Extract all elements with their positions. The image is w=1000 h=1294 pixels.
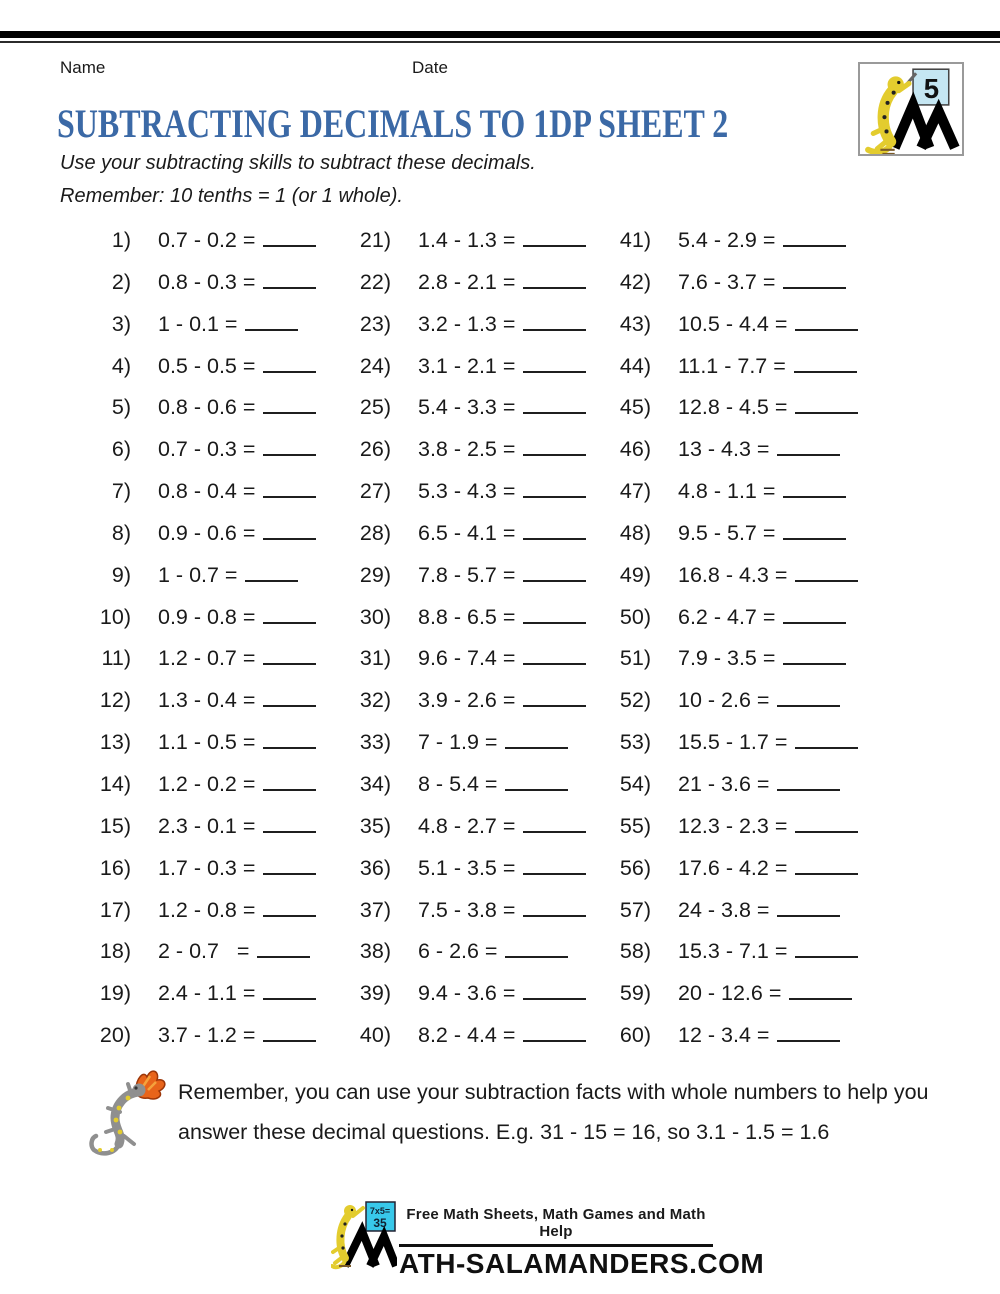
problem-number: 48): [619, 520, 651, 545]
problem-number: 5): [111, 395, 131, 420]
problem-expression: 3.2 - 1.3 =: [418, 311, 516, 336]
problem-item: [95, 395, 355, 437]
problem-number: 22): [359, 269, 391, 294]
problem-number: 13): [99, 730, 131, 755]
answer-blank: [245, 313, 298, 331]
problem-item: [355, 688, 615, 730]
problem-expression: 1.3 - 0.4 =: [158, 688, 256, 713]
salamander-badge: [858, 62, 964, 156]
problem-item: [355, 437, 615, 479]
problem-expression: 5.4 - 2.9 =: [678, 228, 776, 252]
problem-item: [355, 1023, 615, 1065]
problem-expression: 3.7 - 1.2 =: [158, 1023, 256, 1048]
answer-blank: [795, 564, 858, 582]
answer-blank: [523, 647, 586, 665]
problem-expression: 0.5 - 0.5 =: [158, 353, 256, 378]
problem-item: [615, 646, 865, 688]
problem-expression: 20 - 12.6 =: [678, 981, 782, 1006]
top-rule-thick: [0, 31, 1000, 38]
answer-blank: [523, 857, 586, 875]
answer-blank: [523, 815, 586, 833]
problem-expression: 4.8 - 2.7 =: [418, 813, 516, 838]
answer-blank: [777, 773, 840, 791]
answer-blank: [523, 1024, 586, 1042]
answer-blank: [523, 313, 586, 331]
problem-number: 25): [359, 395, 391, 420]
answer-blank: [263, 731, 316, 749]
problem-number: 52): [619, 688, 651, 713]
answer-blank: [263, 438, 316, 456]
problem-item: [615, 730, 865, 772]
problem-expression: 17.6 - 4.2 =: [678, 855, 788, 880]
problem-item: [615, 772, 865, 814]
answer-blank: [783, 606, 846, 624]
problem-item: [95, 437, 355, 479]
problem-expression: 1.2 - 0.2 =: [158, 771, 256, 796]
problem-expression: 6.2 - 4.7 =: [678, 604, 776, 629]
board-text-line1: 7x5=: [369, 1206, 391, 1216]
problem-expression: 3.8 - 2.5 =: [418, 437, 516, 462]
problem-expression: 10 - 2.6 =: [678, 688, 770, 713]
problem-item: [95, 981, 355, 1023]
footer-tagline: Free Math Sheets, Math Games and Math Help: [406, 1206, 706, 1240]
problem-item: [355, 563, 615, 605]
problem-item: [615, 939, 865, 981]
problem-number: 56): [619, 855, 651, 880]
problem-item: [95, 605, 355, 647]
problem-number: 39): [359, 981, 391, 1006]
problem-expression: 9.6 - 7.4 =: [418, 646, 516, 671]
problem-number: 29): [359, 562, 391, 587]
problem-expression: 7.9 - 3.5 =: [678, 646, 776, 671]
instruction-line-2: Remember: 10 tenths = 1 (or 1 whole).: [60, 185, 403, 207]
problem-number: 45): [619, 395, 651, 420]
problem-number: 9): [111, 562, 131, 587]
problem-number: 11): [101, 646, 131, 671]
problem-item: [95, 939, 355, 981]
problem-expression: 2 - 0.7 =: [158, 939, 250, 964]
answer-blank: [263, 355, 316, 373]
answer-blank: [783, 647, 846, 665]
footer-salamander-icon: [331, 1200, 397, 1270]
problem-number: 46): [619, 437, 651, 462]
problem-expression: 24 - 3.8 =: [678, 897, 770, 922]
problem-expression: 6 - 2.6 =: [418, 939, 498, 964]
problem-number: 54): [619, 771, 651, 796]
problem-item: [355, 312, 615, 354]
answer-blank: [795, 857, 858, 875]
problem-expression: 1.2 - 0.8 =: [158, 897, 256, 922]
note-line-1: Remember, you can use your subtraction facts with whole numbers to help you: [178, 1080, 929, 1104]
footer-brand: ATH-SALAMANDERS.COM: [399, 1248, 765, 1279]
problem-number: 44): [619, 353, 651, 378]
problem-expression: 12.8 - 4.5 =: [678, 395, 788, 420]
problem-item: [95, 521, 355, 563]
problem-number: 37): [359, 897, 391, 922]
answer-blank: [783, 229, 846, 247]
problem-expression: 21 - 3.6 =: [678, 771, 770, 796]
problem-number: 15): [99, 813, 131, 838]
answer-blank: [523, 982, 586, 1000]
problem-item: [355, 939, 615, 981]
problem-item: [95, 646, 355, 688]
problem-expression: 15.5 - 1.7 =: [678, 730, 788, 755]
answer-blank: [777, 689, 840, 707]
problem-number: 36): [359, 855, 391, 880]
answer-blank: [523, 480, 586, 498]
problem-expression: 1.2 - 0.7 =: [158, 646, 256, 671]
problem-expression: 2.8 - 2.1 =: [418, 269, 516, 294]
problem-expression: 12.3 - 2.3 =: [678, 813, 788, 838]
problem-item: [95, 730, 355, 772]
answer-blank: [263, 689, 316, 707]
answer-blank: [794, 355, 857, 373]
problem-item: [355, 479, 615, 521]
answer-blank: [523, 355, 586, 373]
answer-blank: [523, 396, 586, 414]
problem-item: [615, 395, 865, 437]
problem-item: [355, 521, 615, 563]
problem-number: 14): [99, 771, 131, 796]
problem-item: [95, 1023, 355, 1065]
problem-item: [615, 270, 865, 312]
problem-item: [615, 688, 865, 730]
problem-number: 28): [359, 520, 391, 545]
answer-blank: [263, 396, 316, 414]
instruction-line-1: Use your subtracting skills to subtract these decimals.: [60, 152, 536, 174]
date-label: Date: [412, 58, 448, 77]
problem-number: 4): [111, 353, 131, 378]
answer-blank: [523, 271, 586, 289]
problem-item: [95, 688, 355, 730]
answer-blank: [263, 1024, 316, 1042]
problem-item: [355, 270, 615, 312]
problem-number: 16): [99, 855, 131, 880]
problem-expression: 15.3 - 7.1 =: [678, 939, 788, 964]
problem-number: 33): [359, 730, 391, 755]
problem-number: 47): [619, 479, 651, 504]
answer-blank: [263, 857, 316, 875]
top-rule-thin: [0, 41, 1000, 43]
answer-blank: [523, 522, 586, 540]
problem-number: 34): [359, 771, 391, 796]
answer-blank: [783, 522, 846, 540]
problem-number: 6): [111, 437, 131, 462]
problem-expression: 4.8 - 1.1 =: [678, 479, 776, 504]
footer-logo: [331, 1198, 765, 1280]
problem-item: [355, 354, 615, 396]
answer-blank: [505, 773, 568, 791]
problem-number: 41): [619, 228, 651, 252]
answer-blank: [523, 899, 586, 917]
problem-number: 53): [619, 730, 651, 755]
problem-expression: 2.3 - 0.1 =: [158, 813, 256, 838]
problem-item: [95, 479, 355, 521]
answer-blank: [789, 982, 852, 1000]
problem-number: 27): [359, 479, 391, 504]
problem-expression: 1 - 0.1 =: [158, 311, 238, 336]
problem-number: 35): [359, 813, 391, 838]
problem-number: 17): [99, 897, 131, 922]
problem-item: [355, 856, 615, 898]
problem-item: [615, 605, 865, 647]
answer-blank: [263, 271, 316, 289]
answer-blank: [263, 773, 316, 791]
note-text: [178, 1072, 958, 1152]
answer-blank: [523, 229, 586, 247]
problem-number: 55): [619, 813, 651, 838]
problem-expression: 3.1 - 2.1 =: [418, 353, 516, 378]
problem-number: 19): [99, 981, 131, 1006]
problem-number: 2): [111, 269, 131, 294]
problem-number: 49): [619, 562, 651, 587]
problem-expression: 0.9 - 0.6 =: [158, 520, 256, 545]
answer-blank: [245, 564, 298, 582]
problem-number: 10): [99, 604, 131, 629]
answer-blank: [777, 1024, 840, 1042]
problem-item: [355, 898, 615, 940]
footer-text: [399, 1198, 765, 1280]
problem-item: [355, 395, 615, 437]
answer-blank: [263, 229, 316, 247]
problem-item: [615, 228, 865, 270]
problem-expression: 1.1 - 0.5 =: [158, 730, 256, 755]
salamander-note-icon: [84, 1066, 168, 1162]
problem-item: [615, 563, 865, 605]
problem-expression: 9.4 - 3.6 =: [418, 981, 516, 1006]
answer-blank: [795, 940, 858, 958]
problem-item: [615, 981, 865, 1023]
problem-item: [355, 730, 615, 772]
problem-expression: 1 - 0.7 =: [158, 562, 238, 587]
page-title: SUBTRACTING DECIMALS TO 1DP SHEET 2: [57, 101, 729, 146]
problem-number: 50): [619, 604, 651, 629]
problem-expression: 12 - 3.4 =: [678, 1023, 770, 1048]
answer-blank: [505, 731, 568, 749]
answer-blank: [795, 731, 858, 749]
problem-item: [355, 981, 615, 1023]
footer-divider: [399, 1244, 713, 1247]
problems-grid: [95, 228, 865, 1065]
problem-number: 57): [619, 897, 651, 922]
problem-number: 1): [111, 228, 131, 252]
problem-expression: 16.8 - 4.3 =: [678, 562, 788, 587]
problem-expression: 0.7 - 0.3 =: [158, 437, 256, 462]
problem-item: [95, 772, 355, 814]
problem-number: 8): [111, 520, 131, 545]
problem-expression: 0.8 - 0.3 =: [158, 269, 256, 294]
note-line-2: answer these decimal questions. E.g. 31 - 15 = 16, so 3.1 - 1.5 = 1.6: [178, 1120, 830, 1144]
problem-expression: 0.9 - 0.8 =: [158, 604, 256, 629]
problem-item: [355, 772, 615, 814]
answer-blank: [263, 522, 316, 540]
problem-number: 51): [619, 646, 651, 671]
name-label: Name: [60, 58, 106, 77]
answer-blank: [505, 940, 568, 958]
problem-item: [615, 354, 865, 396]
answer-blank: [783, 271, 846, 289]
problem-item: [615, 521, 865, 563]
problem-number: 3): [111, 311, 131, 336]
problem-number: 20): [99, 1023, 131, 1048]
problem-item: [95, 354, 355, 396]
problem-expression: 8 - 5.4 =: [418, 771, 498, 796]
problem-number: 24): [359, 353, 391, 378]
problem-item: [615, 437, 865, 479]
problem-expression: 8.2 - 4.4 =: [418, 1023, 516, 1048]
problem-number: 31): [359, 646, 391, 671]
problem-number: 32): [359, 688, 391, 713]
answer-blank: [523, 689, 586, 707]
problem-item: [355, 646, 615, 688]
problem-item: [95, 270, 355, 312]
problem-number: 59): [619, 981, 651, 1006]
answer-blank: [523, 606, 586, 624]
problem-number: 7): [111, 479, 131, 504]
answer-blank: [795, 396, 858, 414]
problem-number: 26): [359, 437, 391, 462]
problem-number: 21): [359, 228, 391, 252]
problem-number: 42): [619, 269, 651, 294]
problem-expression: 1.4 - 1.3 =: [418, 228, 516, 252]
problem-number: 23): [359, 311, 391, 336]
problem-number: 40): [359, 1023, 391, 1048]
problem-expression: 6.5 - 4.1 =: [418, 520, 516, 545]
answer-blank: [263, 480, 316, 498]
problem-expression: 10.5 - 4.4 =: [678, 311, 788, 336]
answer-blank: [263, 815, 316, 833]
problem-expression: 9.5 - 5.7 =: [678, 520, 776, 545]
problem-item: [615, 856, 865, 898]
answer-blank: [523, 438, 586, 456]
problem-expression: 2.4 - 1.1 =: [158, 981, 256, 1006]
answer-blank: [257, 940, 310, 958]
problem-item: [95, 312, 355, 354]
problem-item: [615, 898, 865, 940]
problem-item: [95, 856, 355, 898]
problem-number: 43): [619, 311, 651, 336]
problem-expression: 0.7 - 0.2 =: [158, 228, 256, 252]
answer-blank: [263, 606, 316, 624]
problem-item: [355, 605, 615, 647]
problem-expression: 0.8 - 0.4 =: [158, 479, 256, 504]
problem-expression: 13 - 4.3 =: [678, 437, 770, 462]
problem-expression: 5.4 - 3.3 =: [418, 395, 516, 420]
answer-blank: [795, 815, 858, 833]
badge-number: 5: [923, 72, 940, 104]
answer-blank: [263, 982, 316, 1000]
problem-expression: 1.7 - 0.3 =: [158, 855, 256, 880]
answer-blank: [783, 480, 846, 498]
problem-expression: 5.1 - 3.5 =: [418, 855, 516, 880]
problem-number: 38): [359, 939, 391, 964]
answer-blank: [523, 564, 586, 582]
problem-expression: 11.1 - 7.7 =: [678, 353, 786, 378]
problem-item: [615, 312, 865, 354]
problem-number: 60): [619, 1023, 651, 1048]
answer-blank: [795, 313, 858, 331]
problem-expression: 7.6 - 3.7 =: [678, 269, 776, 294]
problem-number: 18): [99, 939, 131, 964]
problem-item: [355, 814, 615, 856]
problem-item: [355, 228, 615, 270]
board-text-line2: 35: [373, 1216, 387, 1230]
problem-expression: 7.5 - 3.8 =: [418, 897, 516, 922]
answer-blank: [777, 438, 840, 456]
problem-expression: 5.3 - 4.3 =: [418, 479, 516, 504]
answer-blank: [777, 899, 840, 917]
problem-item: [95, 814, 355, 856]
problem-number: 58): [619, 939, 651, 964]
problem-item: [95, 228, 355, 270]
answer-blank: [263, 899, 316, 917]
problem-item: [95, 898, 355, 940]
problem-item: [95, 563, 355, 605]
problem-item: [615, 1023, 865, 1065]
problem-item: [615, 479, 865, 521]
problem-expression: 7 - 1.9 =: [418, 730, 498, 755]
problem-expression: 3.9 - 2.6 =: [418, 688, 516, 713]
problem-expression: 7.8 - 5.7 =: [418, 562, 516, 587]
problem-number: 12): [99, 688, 131, 713]
salamander-badge-icon: [860, 64, 962, 154]
problem-item: [615, 814, 865, 856]
answer-blank: [263, 647, 316, 665]
problem-expression: 0.8 - 0.6 =: [158, 395, 256, 420]
problem-number: 30): [359, 604, 391, 629]
problem-expression: 8.8 - 6.5 =: [418, 604, 516, 629]
